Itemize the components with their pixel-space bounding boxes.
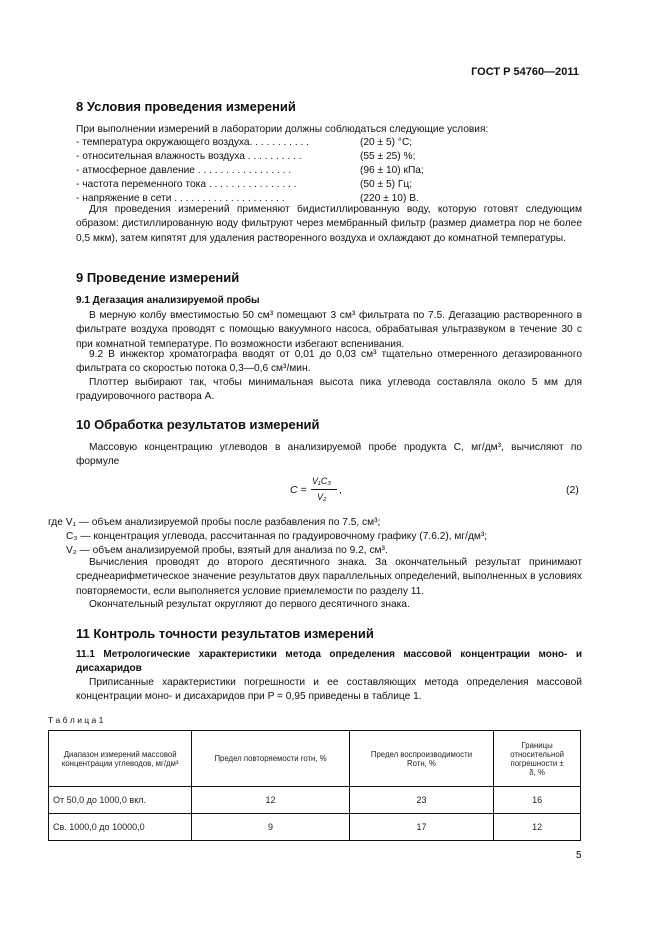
condition-row: [76, 165, 424, 176]
condition-row: [76, 151, 415, 162]
condition-value: (96 ± 10) кПа;: [360, 165, 424, 176]
formula-number: (2): [566, 484, 579, 496]
formula-denominator: V₂: [317, 492, 327, 502]
formula-tail: ,: [339, 484, 342, 496]
condition-label: - относительная влажность воздуха . . . . . . . . . .: [76, 151, 302, 162]
section-11-title: 11 Контроль точности результатов измерений: [76, 626, 374, 641]
section-10-paragraph-3: Окончательный результат округляют до первого десятичного знака.: [89, 599, 410, 610]
where-line: V₂ — объем анализируемой пробы, взятый для анализа по 9.2, см³.: [66, 545, 388, 556]
table-cell: 23: [349, 787, 493, 814]
section-10-paragraph-2: Вычисления проводят до второго десятичного знака. За окончательный результат принимают среднеарифметическое значение результатов двух параллельных определений, выполненных в условиях повторяемости, если выполняется условие приемлемости по разделу 11.: [76, 557, 582, 597]
table-cell: 12: [494, 814, 581, 841]
table-header-row: [49, 731, 581, 787]
condition-label: - напряжение в сети . . . . . . . . . . . . . . . . . . . .: [76, 193, 285, 204]
subsection-9-1-title: 9.1 Дегазация анализируемой пробы: [76, 295, 260, 306]
section-9-paragraph-3: Плоттер выбирают так, чтобы минимальная высота пика углевода составляла около 5 мм для градуировочного раствора А.: [76, 377, 582, 403]
condition-row: [76, 137, 412, 148]
table-caption: Т а б л и ц а 1: [48, 715, 104, 725]
condition-value: (50 ± 5) Гц;: [360, 179, 413, 190]
formula-lhs: C =: [290, 484, 307, 496]
condition-value: (55 ± 25) %;: [360, 151, 416, 162]
condition-label: - атмосферное давление . . . . . . . . . . . . . . . . .: [76, 165, 292, 176]
document-header: ГОСТ Р 54760—2011: [471, 66, 579, 78]
section-10-paragraph-1: Массовую концентрацию углеводов в анализируемой пробе продукта C, мг/дм³, вычисляют по формуле: [76, 442, 582, 468]
table-row: [49, 814, 581, 841]
where-line: где V₁ — объем анализируемой пробы после разбавления по 7.5, см³;: [48, 517, 381, 528]
section-9-paragraph-2: 9.2 В инжектор хроматографа вводят от 0,01 до 0,03 см³ тщательно отмеренного дегазированного фильтрата со скоростью потока 0,3—0,6 см³/мин.: [76, 349, 582, 375]
section-9-title: 9 Проведение измерений: [76, 270, 240, 285]
table-cell: От 50,0 до 1000,0 вкл.: [49, 787, 192, 814]
table-header-cell: Границы относительной погрешности ± δ, %: [494, 731, 581, 787]
condition-value: (220 ± 10) В.: [360, 193, 419, 204]
subsection-11-1-title: 11.1 Метрологические характеристики метода определения массовой концентрации моно- и дисахаридов: [76, 649, 582, 675]
page-number: 5: [576, 850, 582, 861]
table-row: [49, 787, 581, 814]
formula-numerator: V₁C₃: [312, 476, 331, 486]
table-cell: 17: [349, 814, 493, 841]
table-header-cell: Предел повторяемости rотн, %: [192, 731, 349, 787]
section-8-paragraph: Для проведения измерений применяют бидистиллированную воду, которую готовят следующим образом: дистиллированную воду фильтруют через мембранный фильтр (размер диаметра пор не более 0,5 мкм), затем кипятят для удаления растворенного воздуха и охлаждают до комнатной температуры.: [76, 204, 582, 244]
condition-label: - частота переменного тока . . . . . . . . . . . . . . . .: [76, 179, 297, 190]
table-cell: 16: [494, 787, 581, 814]
condition-row: [76, 179, 412, 190]
section-9-paragraph-1: В мерную колбу вместимостью 50 см³ помещают 3 см³ фильтрата по 7.5. Дегазацию растворенного в фильтрате воздуха проводят с помощью вакуумного насоса, обрабатывая ультразвуком в течение 30 с при комнатной температуре. По возможности избегают вспенивания.: [76, 310, 582, 350]
fraction-bar: [311, 489, 337, 490]
condition-label: - температура окружающего воздуха. . . . . . . . . . .: [76, 137, 309, 148]
table-cell: 12: [192, 787, 349, 814]
table-cell: 9: [192, 814, 349, 841]
section-11-paragraph-1: Приписанные характеристики погрешности и ее составляющих метода определения массовой концентрации моно- и дисахаридов при P = 0,95 приведены в таблице 1.: [76, 677, 582, 703]
table-cell: Св. 1000,0 до 10000,0: [49, 814, 192, 841]
condition-value: (20 ± 5) °С;: [360, 137, 413, 148]
section-8-title: 8 Условия проведения измерений: [76, 99, 296, 114]
table-header-cell: Диапазон измерений массовой концентрации углеводов, мг/дм³: [49, 731, 192, 787]
section-8-intro: При выполнении измерений в лаборатории должны соблюдаться следующие условия:: [76, 124, 489, 135]
table-header-cell: Предел воспроизводимости Rотн, %: [349, 731, 493, 787]
data-table: [48, 730, 581, 841]
where-line: C₃ — концентрация углевода, рассчитанная по градуировочному графику (7.6.2), мг/дм³;: [66, 531, 488, 542]
section-10-title: 10 Обработка результатов измерений: [76, 417, 320, 432]
